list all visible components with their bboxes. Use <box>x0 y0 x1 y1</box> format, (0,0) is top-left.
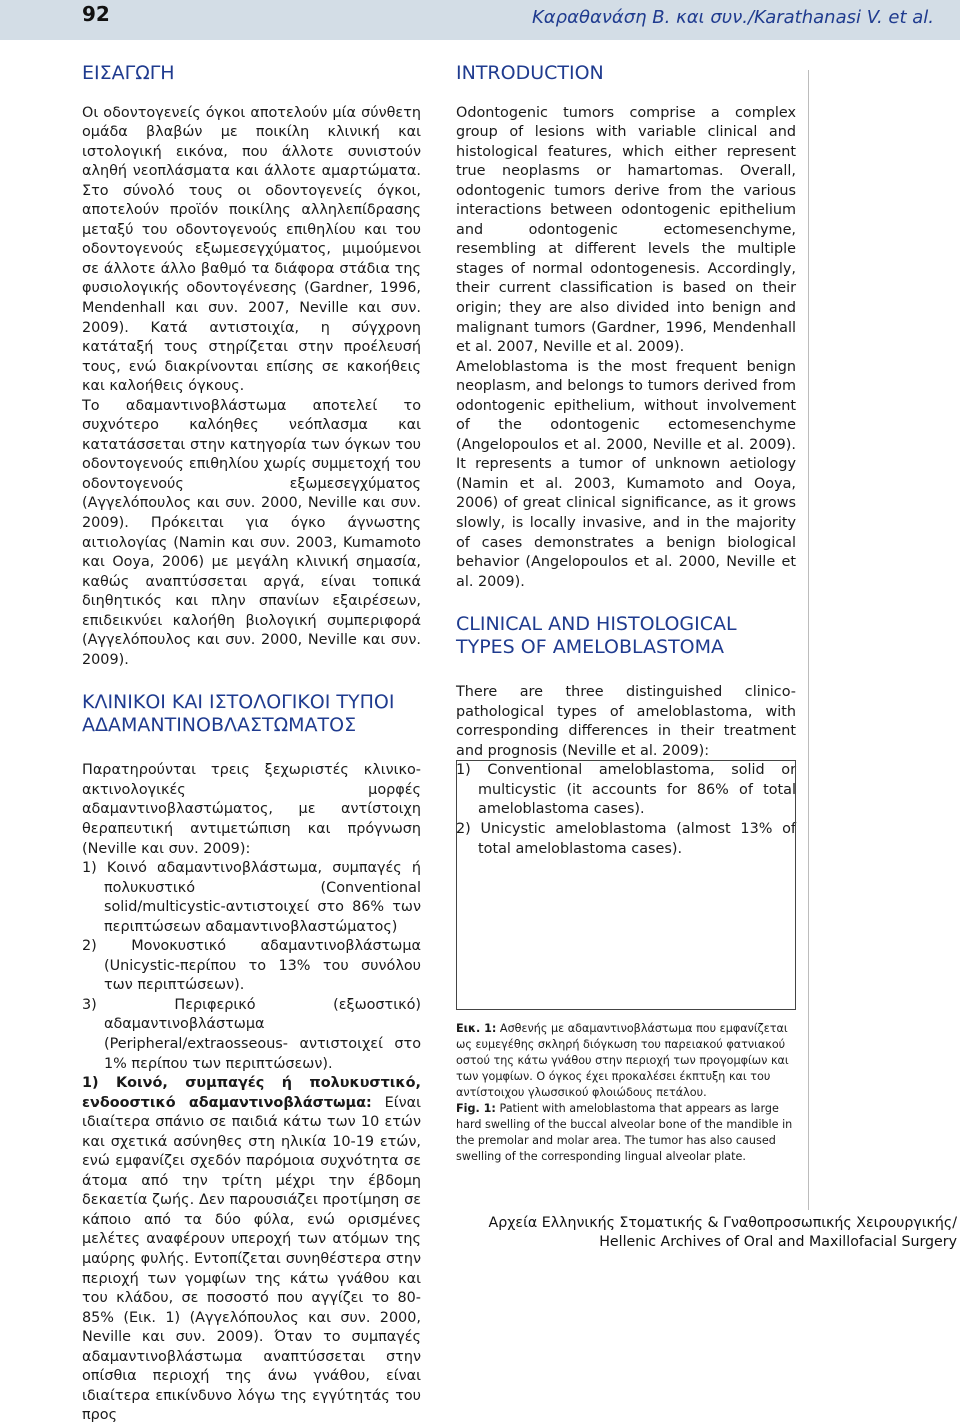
caption-english <box>456 1101 796 1165</box>
types-heading-en-line2: TYPES OF AMELOBLASTOMA <box>456 635 725 658</box>
footer-line-english: Hellenic Archives of Oral and Maxillofacial Surgery <box>599 1234 957 1250</box>
intro-paragraph-gr-1: Οι οδοντογενείς όγκοι αποτελούν μία σύνθετη ομάδα βλαβών με ποικίλη κλινική και ιστολογική εικόνα, που άλλοτε συνιστούν αληθή νεοπλάσματα και άλλοτε αμαρτώματα. Στο σύνολό τους οι οδοντογενείς όγκοι, αποτελούν προϊόν ποικίλης αλληλεπίδρασης μεταξύ του οδοντογενούς επιθηλίου και του οδοντογενούς εξωμεσεγχύματος, μιμούμενοι σε άλλοτε άλλο βαθμό τα διάφορα στάδια της φυσιολογικής οδοντογένεσης (Gardner, 1996, Mendenhall και συν. 2007, Neville και συν. 2009). Κατά αντιστοιχία, η σύγχρονη κατάταξή τους στηρίζεται στην προέλευσή τους, ενώ διακρίνονται επίσης σε κακοήθεις και καλοήθεις όγκους. <box>82 104 421 395</box>
journal-footer <box>489 1214 958 1252</box>
caption-greek <box>456 1021 796 1101</box>
types-heading-gr-line2: ΑΔΑΜΑΝΤΙΝΟΒΛΑΣΤΩΜΑΤΟΣ <box>82 713 357 736</box>
caption-english-text: Patient with ameloblastoma that appears as large hard swelling of the buccal alveolar bone of the mandible in the premolar and molar area. The tumor has also caused swelling of the corresponding lingual alveolar plate. <box>456 1102 793 1163</box>
conventional-text-gr: Είναι ιδιαίτερα σπάνιο σε παιδιά κάτω των 10 ετών και σχετικά ασύνηθες στη ηλικία 10-19 ετών, ενώ εμφανίζει σχεδόν παρόμοια συχνότητα σε άτομα από την τρίτη μέχρι την έβδομη δεκαετία ζωής. Δεν παρουσιάζει προτίμηση σε κάποιο από τα δύο φύλα, ενώ ορισμένες μελέτες αναφέρουν υπεροχή των ατόμων της μαύρης φυλής. Εντοπίζεται συνηθέστερα στην περιοχή των γομφίων της κάτω γνάθου και του κλάδου, σε ποσοστό που αγγίζει το 80-85% (Εικ. 1) (Αγγελόπουλος και συν. 2000, Neville και συν. 2009). Όταν το συμπαγές αδαμαντινοβλάστωμα αναπτύσσεται στην οπίσθια περιοχή της άνω γνάθου, είναι ιδιαίτερα επικίνδυνο λόγω της εγγύτητάς του προς <box>82 1094 421 1424</box>
types-heading-en <box>456 613 796 658</box>
column-divider <box>808 70 809 1210</box>
types-paragraph-en: There are three distinguished clinico-pathological types of ameloblastoma, with corresponding differences in their treatment and prognosis (Neville et al. 2009): <box>456 684 796 759</box>
caption-greek-text: Ασθενής με αδαμαντινοβλάστωμα που εμφανίζεται ως ευμεγέθης σκληρή διόγκωση του παρειακού φατνιακού οστού της κάτω γνάθου στην περιοχή των προγομφίων και των γομφίων. Ο όγκος έχει προκαλέσει έκπτυξη και του αντίστοιχου γλωσσικού φλοιώδους πετάλου. <box>456 1022 789 1099</box>
list-item-en-1: 1) Conventional ameloblastoma, solid or multicystic (it accounts for 86% of total ameloblastoma cases). <box>456 762 796 818</box>
list-item-gr-1: 1) Κοινό αδαμαντινοβλάστωμα, συμπαγές ή πολυκυστικό (Conventional solid/multicystic-αντιστοιχεί στο 86% των περιπτώσεων αδαμαντινοβλαστώματος) <box>82 860 421 935</box>
list-item-gr-2: 2) Μονοκυστικό αδαμαντινοβλάστωμα (Unicystic-περίπου το 13% του συνόλου των περιπτώσεων). <box>82 938 421 994</box>
intro-paragraph-gr-2: Το αδαμαντινοβλάστωμα αποτελεί το συχνότερο καλόηθες νεόπλασμα και κατατάσσεται στην κατηγορία των όγκων του οδοντογενούς επιθηλίου χωρίς συμμετοχή του οδοντογενούς εξωμεσεγχύματος (Αγγελόπουλος και συν. 2000, Neville και συν. 2009). Πρόκειται για όγκο άγνωστης αιτιολογίας (Namin και συν. 2003, Kumamoto και Ooya, 2006) με μεγάλη κλινική σημασία, καθώς αναπτύσσεται αργά, είναι τοπικά διηθητικός και πλην σπανίων εξαιρέσεων, επιδεικνύει καλοήθη βιολογική συμπεριφορά (Αγγελόπουλος και συν. 2000, Neville και συν. 2009). <box>82 397 421 668</box>
types-heading-gr <box>82 691 421 736</box>
conventional-heading-gr: 1) Κοινό, συμπαγές ή πολυκυστικό, ενδοοστικό αδαμαντινοβλάστωμα: <box>82 1075 421 1111</box>
english-column <box>456 62 796 859</box>
types-paragraph-gr: Παρατηρούνται τρεις ξεχωριστές κλινικο-ακτινολογικές μορφές αδαμαντινοβλαστώματος, με αντίστοιχη θεραπευτική αντιμετώπιση και πρόγνωση (Neville και συν. 2009): <box>82 762 421 857</box>
greek-column <box>82 62 421 1426</box>
types-heading-gr-line1: ΚΛΙΝΙΚΟΙ ΚΑΙ ΙΣΤΟΛΟΓΙΚΟΙ ΤΥΠΟΙ <box>82 691 395 714</box>
caption-english-label: Fig. 1: <box>456 1102 496 1115</box>
figure-1-caption <box>456 1021 796 1165</box>
intro-heading-gr: ΕΙΣΑΓΩΓΗ <box>82 62 175 84</box>
list-item-gr-3: 3) Περιφερικό (εξωοστικό) αδαμαντινοβλάστωμα (Peripheral/extraosseous- αντιστοιχεί στο 1% περίπου των περιπτώσεων). <box>82 996 421 1072</box>
list-item-en-2: 2) Unicystic ameloblastoma (almost 13% of total ameloblastoma cases). <box>456 821 796 857</box>
intro-heading-en: INTRODUCTION <box>456 62 604 84</box>
intro-paragraph-en-2: Ameloblastoma is the most frequent benign neoplasm, and belongs to tumors derived from odontogenic epithelium, without involvement of the odontogenic ectomesenchyme (Angelopoulos et al. 2000, Neville et al. 2009). It represents a tumor of unknown aetiology (Namin et al. 2003, Kumamoto and Ooya, 2006) of great clinical significance, as it grows slowly, is locally invasive, and in the majority of cases demonstrates a benign biological behavior (Angelopoulos et al. 2000, Neville et al. 2009). <box>456 358 796 590</box>
running-head: Καραθανάση Β. και συν./Karathanasi V. et al. <box>532 7 934 28</box>
figure-1-frame <box>456 760 796 1010</box>
caption-greek-label: Εικ. 1: <box>456 1022 497 1035</box>
intro-paragraph-en-1: Odontogenic tumors comprise a complex group of lesions with variable clinical and histological features, which either represent true neoplasms or hamartomas. Overall, odontogenic tumors derive from the various interactions between odontogenic epithelium and odontogenic ectomesenchyme, resembling at different levels the multiple stages of normal odontogenesis. Accordingly, their current classification is based on their origin; they are also divided into benign and malignant tumors (Gardner, 1996, Mendenhall et al. 2007, Neville et al. 2009). <box>456 104 796 356</box>
conventional-paragraph-gr <box>82 1074 421 1426</box>
footer-line-greek: Αρχεία Ελληνικής Στοματικής & Γναθοπροσωπικής Χειρουργικής/ <box>488 1215 957 1231</box>
page-number: 92 <box>82 2 110 26</box>
types-heading-en-line1: CLINICAL AND HISTOLOGICAL <box>456 613 737 636</box>
